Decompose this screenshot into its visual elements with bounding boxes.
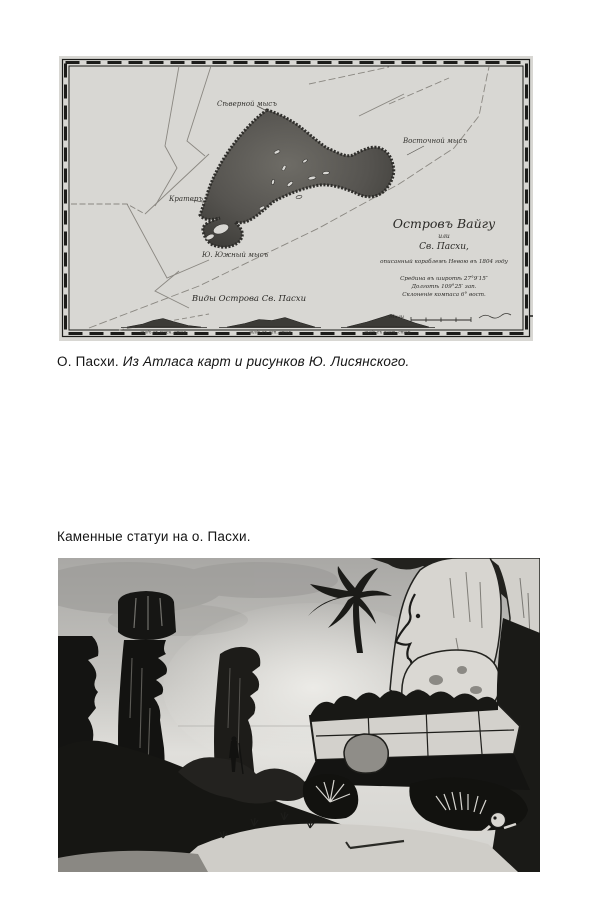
map-caption-regular: О. Пасхи. [57, 354, 119, 369]
map-title-line2: или [438, 233, 450, 240]
map-caption [57, 354, 410, 369]
carved-face-eye [416, 614, 420, 618]
map-title-line6: Долготѣ 109°25′ зап. [411, 284, 477, 290]
crater-label: Кратеръ [169, 195, 203, 203]
map-caption-italic: Из Атласа карт и рисунков Ю. Лисянского. [118, 354, 410, 369]
island-views-caption: Виды Острова Св. Пасхи [191, 294, 307, 304]
profile-caption-1: видъ съ южн. стор. [140, 330, 188, 336]
map-title-line7: Склоненіе компаса 6° вост. [402, 292, 486, 298]
statues-engraving [58, 558, 540, 872]
map-title-line4: описанный кораблемъ Невою въ 1804 году [380, 259, 508, 265]
stone-platform [304, 690, 530, 790]
map-title-line3: Св. Пасхи, [419, 242, 469, 252]
north-cape-label: Сѣверной мысъ [217, 100, 277, 108]
map-title-line1: Островъ Вайгу [392, 216, 496, 231]
scale-label: Мили [389, 314, 404, 320]
statues-caption: Каменные статуи на о. Пасхи. [57, 529, 251, 544]
moai-pukao [118, 591, 176, 640]
easter-island-map [59, 56, 533, 341]
statues-engraving-figure [58, 558, 540, 872]
east-cape-label: Восточной мысъ [403, 137, 468, 145]
profile-caption-2: видъ съ зап. стор. [249, 330, 293, 336]
south-cape-label: Ю. Южный мысъ [202, 251, 269, 259]
map-title-line5: Средина въ широтѣ 27°9′15″ [400, 276, 488, 282]
easter-island-map-figure [59, 56, 533, 341]
round-boulder [344, 734, 388, 773]
profile-caption-3: видъ съ вост. стор. [364, 330, 412, 336]
